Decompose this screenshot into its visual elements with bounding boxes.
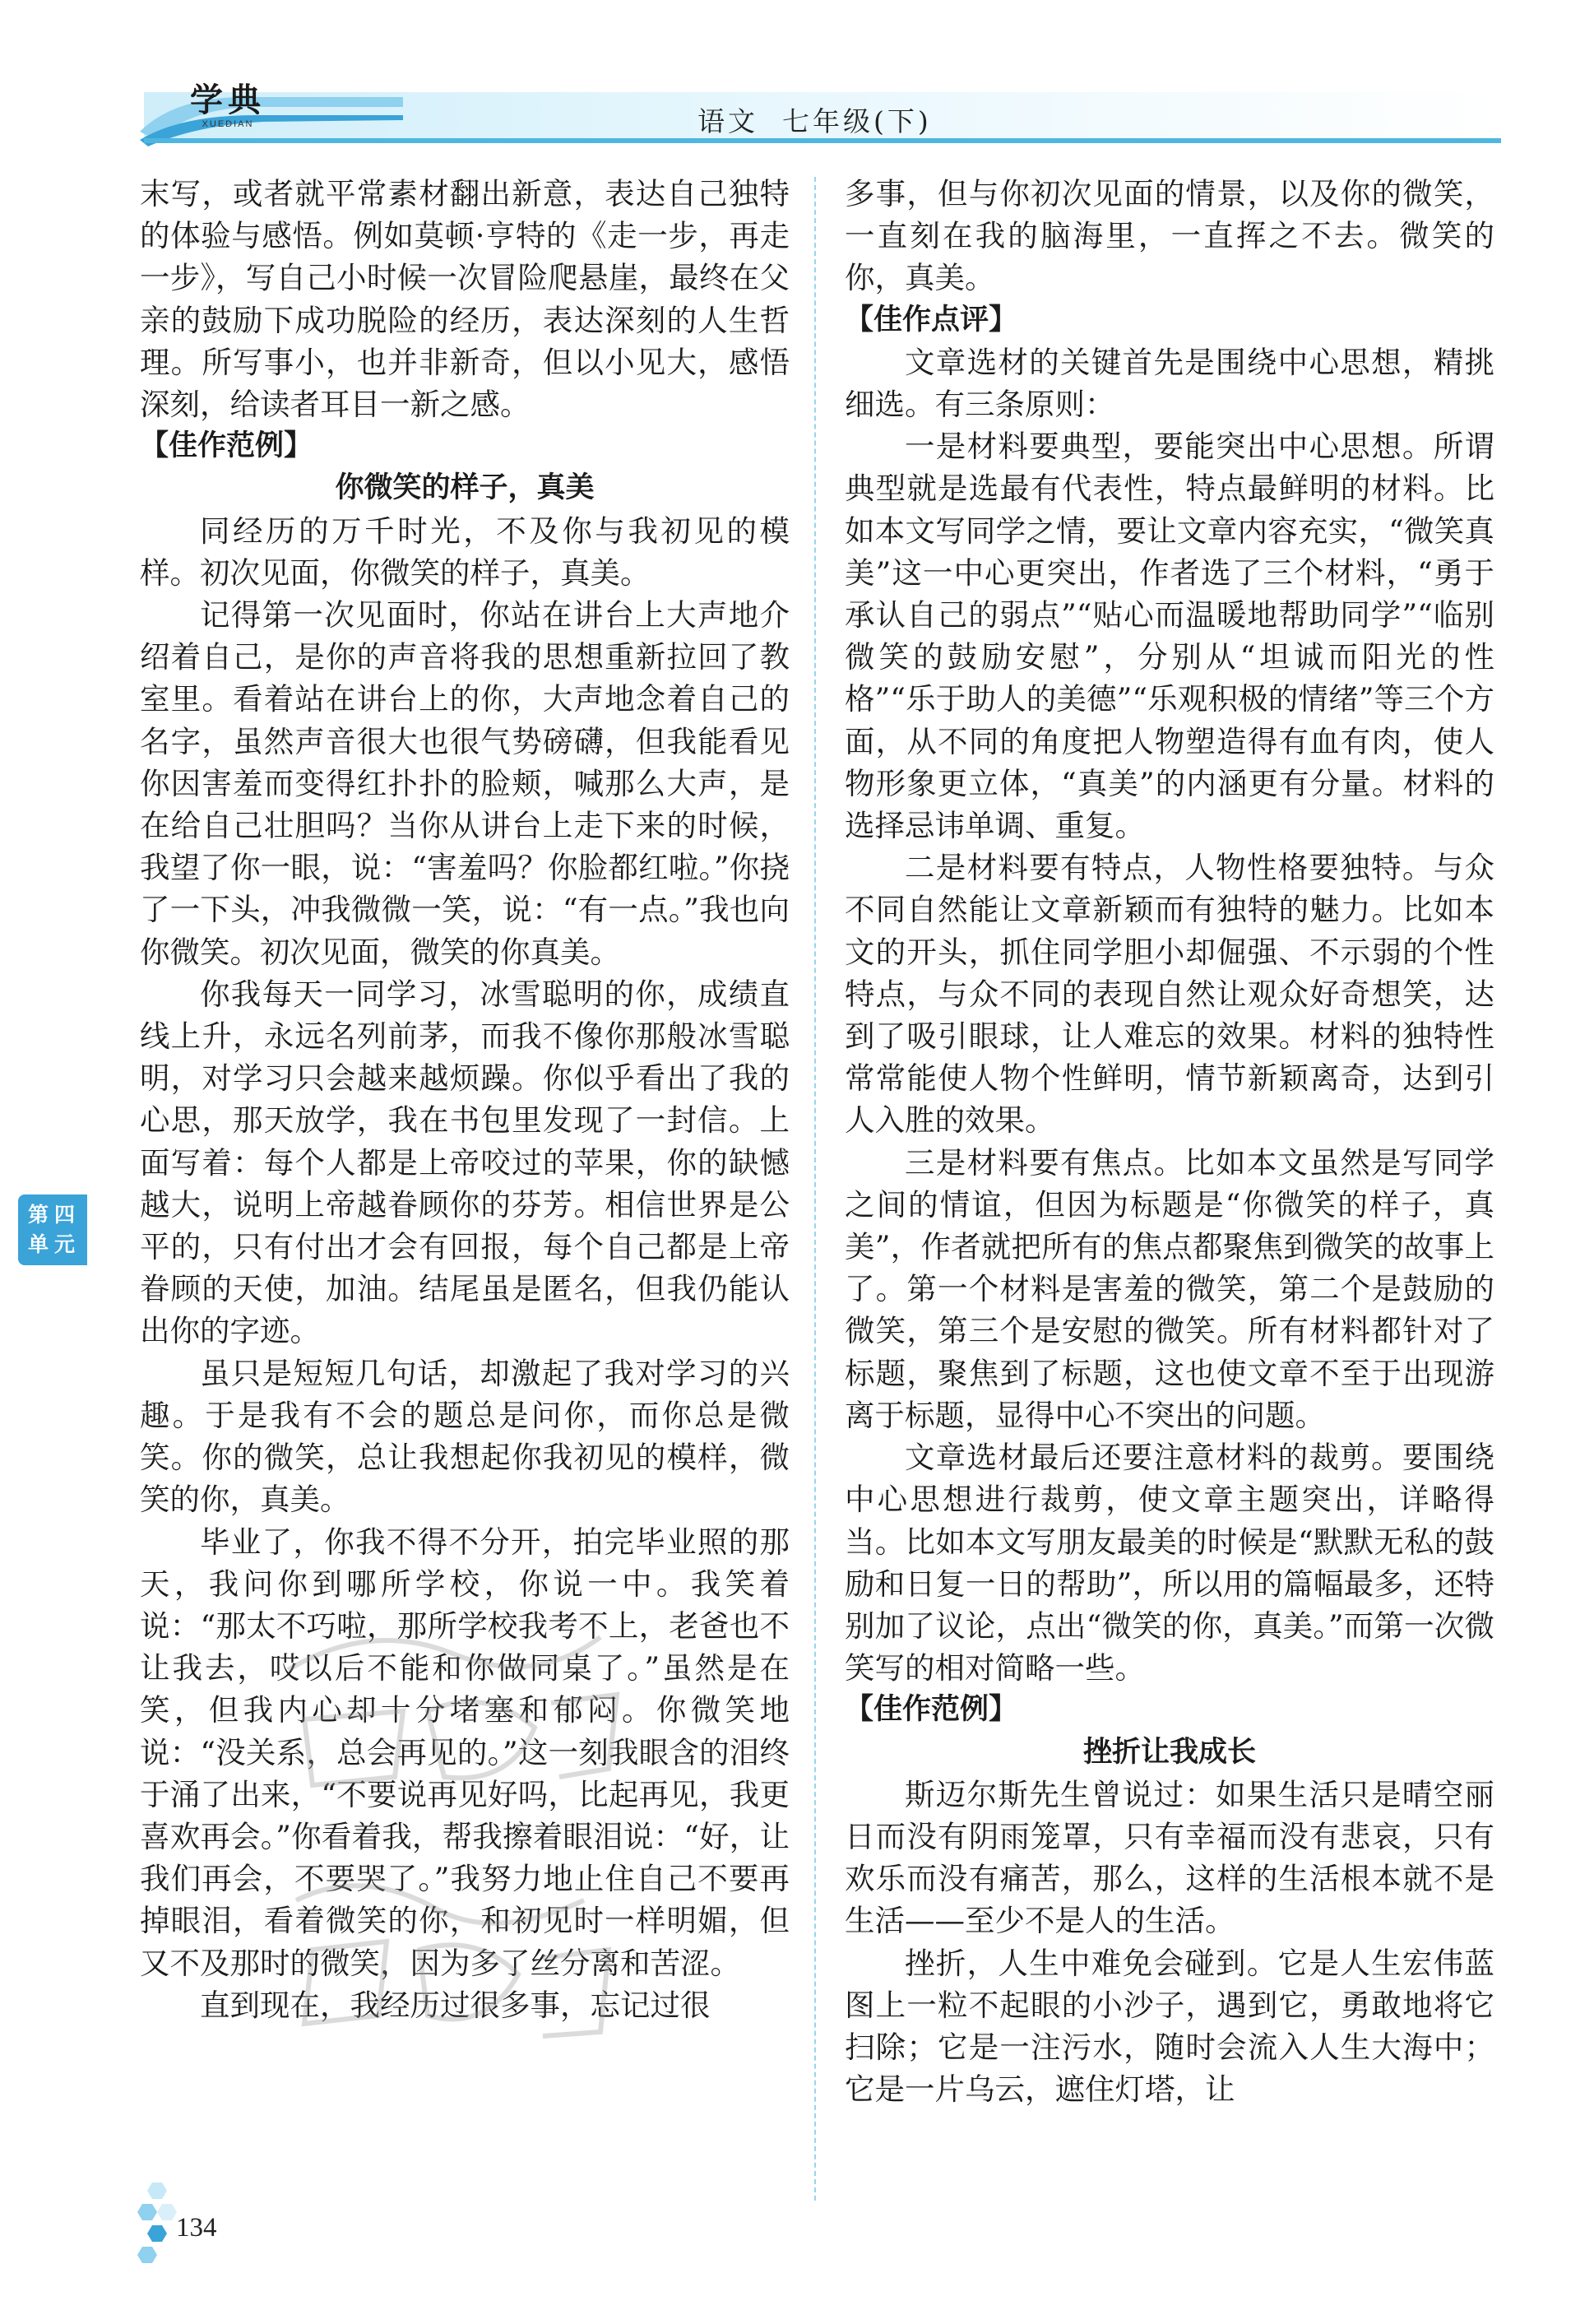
section-tag-example: 【佳作范例】	[845, 1693, 1018, 1727]
paragraph: 二是材料要有特点，人物性格要独特。与众不同自然能让文章新颖而有独特的魅力。比如本文的开头，抓住同学胆小却倔强、不示弱的个性特点，与众不同的表现自然让观众好奇想笑，达到了吸引眼球，让人难忘的效果。材料的独特性常常能使人物个性鲜明，情节新颖离奇，达到引人入胜的效果。	[845, 850, 1494, 1139]
paragraph: 末写，或者就平常素材翻出新意，表达自己独特的体验与感悟。例如莫顿·亨特的《走一步，再走一步》，写自己小时候一次冒险爬悬崖，最终在父亲的鼓励下成功脱险的经历，表达深刻的人生哲理。所写事小，也并非新奇，但以小见大，感悟深刻，给读者耳目一新之感。	[140, 176, 790, 423]
page-header	[0, 0, 1594, 165]
unit-tab-char: 单	[28, 1232, 49, 1256]
paragraph: 多事，但与你初次见面的情景，以及你的微笑，一直刻在我的脑海里，一直挥之不去。微笑的你，真美。	[845, 176, 1494, 296]
paragraph: 一是材料要典型，要能突出中心思想。所谓典型就是选最有代表性，特点最鲜明的材料。比如本文写同学之情，要让文章内容充实，“微笑真美”这一中心更突出，作者选了三个材料，“勇于承认自己的弱点”“贴心而温暖地帮助同学”“临别微笑的鼓励安慰”，分别从“坦诚而阳光的性格”“乐于助人的美德”“乐观积极的情绪”等三个方面，从不同的角度把人物塑造得有血有肉，使人物形象更立体，“真美”的内涵更有分量。材料的选择忌讳单调、重复。	[845, 429, 1494, 844]
unit-side-tab	[18, 1194, 87, 1265]
essay-title: 挫折让我成长	[1082, 1735, 1256, 1769]
paragraph: 虽只是短短几句话，却激起了我对学习的兴趣。于是我有不会的题总是问你，而你总是微笑。你的微笑，总让我想起你我初见的模样，微笑的你，真美。	[140, 1355, 790, 1518]
paragraph: 三是材料要有焦点。比如本文虽然是写同学之间的情谊，但因为标题是“你微笑的样子，真美”，作者就把所有的焦点都聚焦到微笑的故事上了。第一个材料是害羞的微笑，第二个是鼓励的微笑，第三个是安慰的微笑。所有材料都针对了标题，聚焦到了标题，这也使文章不至于出现游离于标题，显得中心不突出的问题。	[845, 1144, 1494, 1433]
page-number: 134	[176, 2213, 217, 2243]
header-rule	[144, 138, 1501, 143]
paragraph: 文章选材的关键首先是围绕中心思想，精挑细选。有三条原则：	[845, 344, 1494, 423]
section-tag-comment: 【佳作点评】	[845, 303, 1018, 336]
section-tag-example: 【佳作范例】	[140, 429, 313, 463]
essay-title: 你微笑的样子，真美	[335, 471, 595, 505]
paragraph: 斯迈尔斯先生曾说过：如果生活只是晴空丽日而没有阴雨笼罩，只有幸福而没有悲哀，只有欢乐而没有痛苦，那么，这样的生活根本就不是生活——至少不是人的生活。	[845, 1776, 1494, 1939]
header-title: 语文 七年级(下)	[697, 105, 932, 137]
watermark-stamp	[239, 1588, 666, 2114]
paragraph: 文章选材最后还要注意材料的裁剪。要围绕中心思想进行裁剪，使文章主题突出，详略得当。比如本文写朋友最美的时候是“默默无私的鼓励和日复一日的帮助”，所以用的篇幅最多，还特别加了议论，点出“微笑的你，真美。”而第一次微笑写的相对简略一些。	[845, 1440, 1494, 1686]
publisher-logo	[179, 82, 276, 135]
paragraph: 记得第一次见面时，你站在讲台上大声地介绍着自己，是你的声音将我的思想重新拉回了教室里。看着站在讲台上的你，大声地念着自己的名字，虽然声音很大也很气势磅礴，但我能看见你因害羞而变得红扑扑的脸颊，喊那么大声，是在给自己壮胆吗？当你从讲台上走下来的时候，我望了你一眼，说：“害羞吗？你脸都红啦。”你挠了一下头，冲我微微一笑，说：“有一点。”我也向你微笑。初次见面，微笑的你真美。	[140, 597, 790, 970]
unit-tab-char: 元	[54, 1232, 76, 1256]
logo-text: 学典	[190, 81, 266, 119]
right-column	[845, 173, 1494, 2110]
paragraph: 你我每天一同学习，冰雪聪明的你，成绩直线上升，永远名列前茅，而我不像你那般冰雪聪明，对学习只会越来越烦躁。你似乎看出了我的心思，那天放学，我在书包里发现了一封信。上面写着：每个人都是上帝咬过的苹果，你的缺憾越大，说明上帝越眷顾你的芬芳。相信世界是公平的，只有付出才会有回报，每个自己都是上帝眷顾的天使，加油。结尾虽是匿名，但我仍能认出你的字迹。	[140, 976, 790, 1349]
unit-tab-char: 四	[54, 1203, 76, 1227]
paragraph: 毕业了，你我不得不分开，拍完毕业照的那天，我问你到哪所学校，你说一中。我笑着说：“那太不巧啦，那所学校我考不上，老爸也不让我去，哎以后不能和你做同桌了。”虽然是在笑，但我内心却十分堵塞和郁闷。你微笑地说：“没关系，总会再见的。”这一刻我眼含的泪终于涌了出来，“不要说再见好吗，比起再见，我更喜欢再会。”你看着我，帮我擦着眼泪说：“好，让我们再会，不要哭了。”我努力地止住自己不要再掉眼泪，看着微笑的你，和初见时一样明媚，但又不及那时的微笑，因为多了丝分离和苦涩。	[140, 1524, 790, 1981]
paragraph: 同经历的万千时光，不及你与我初见的模样。初次见面，你微笑的样子，真美。	[140, 513, 790, 591]
column-divider	[814, 177, 816, 2201]
paragraph: 直到现在，我经历过很多事，忘记过很	[200, 1987, 711, 2023]
logo-subtext: XUEDIAN	[202, 119, 254, 129]
paragraph: 挫折，人生中难免会碰到。它是人生宏伟蓝图上一粒不起眼的小沙子，遇到它，勇敢地将它扫除；它是一注污水，随时会流入人生大海中；它是一片乌云，遮住灯塔，让	[845, 1945, 1494, 2108]
unit-tab-char: 第	[28, 1203, 49, 1227]
